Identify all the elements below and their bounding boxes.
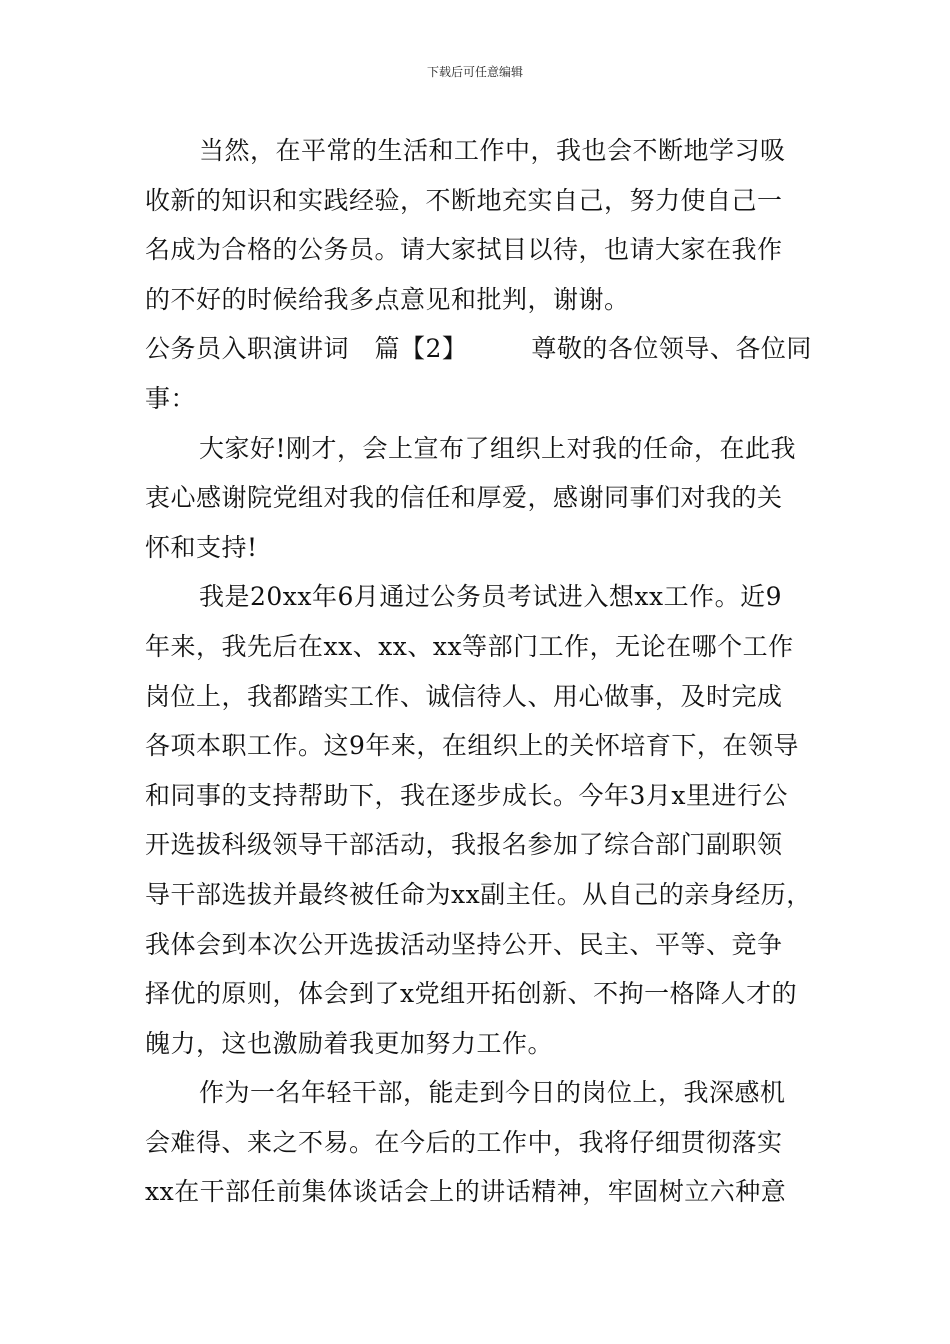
paragraph-line: 怀和支持! [145,532,258,562]
paragraph-line: 衷心感谢院党组对我的信任和厚爱，感谢同事们对我的关 [145,483,783,513]
paragraph-line: 作为一名年轻干部，能走到今日的岗位上，我深感机 [199,1078,786,1108]
paragraph-line: 名成为合格的公务员。请大家拭目以待，也请大家在我作 [145,235,783,265]
paragraph-line: 魄力，这也激励着我更加努力工作。 [145,1028,554,1058]
paragraph-line: 开选拔科级领导干部活动，我报名参加了综合部门副职领 [145,830,783,860]
paragraph-line: 择优的原则，体会到了x党组开拓创新、不拘一格降人才的 [145,979,798,1009]
paragraph-line: 岗位上，我都踏实工作、诚信待人、用心做事，及时完成 [145,681,783,711]
paragraph-line: 会难得、来之不易。在今后的工作中，我将仔细贯彻落实 [145,1127,783,1157]
paragraph-line: 大家好!刚才，会上宣布了组织上对我的任命，在此我 [199,433,797,463]
paragraph-line: xx在干部任前集体谈话会上的讲话精神，牢固树立六种意 [145,1177,787,1207]
salutation-start: 尊敬的各位领导、各位同 [531,334,812,364]
paragraph-line: 年来，我先后在xx、xx、xx等部门工作，无论在哪个工作 [145,631,794,661]
paragraph-line: 各项本职工作。这9年来，在组织上的关怀培育下，在领导 [145,731,799,761]
paragraph-line: 收新的知识和实践经验，不断地充实自己，努力使自己一 [145,185,783,215]
paragraph-line: 我是20xx年6月通过公务员考试进入想xx工作。近9 [199,582,783,612]
section-heading-line [145,324,815,374]
paragraph-line: 的不好的时候给我多点意见和批判，谢谢。 [145,284,630,314]
section-title: 公务员入职演讲词 篇【2】 [145,334,468,364]
paragraph-line: 导干部选拔并最终被任命为xx副主任。从自己的亲身经历， [145,879,812,909]
document-body [145,126,815,1217]
paragraph-line: 事： [145,383,197,413]
paragraph-line: 和同事的支持帮助下，我在逐步成长。今年3月x里进行公 [145,780,789,810]
paragraph-line: 当然，在平常的生活和工作中，我也会不断地学习吸 [199,136,786,165]
paragraph-line: 我体会到本次公开选拔活动坚持公开、民主、平等、竞争 [145,929,783,959]
page-header-note: 下载后可任意编辑 [426,65,523,79]
